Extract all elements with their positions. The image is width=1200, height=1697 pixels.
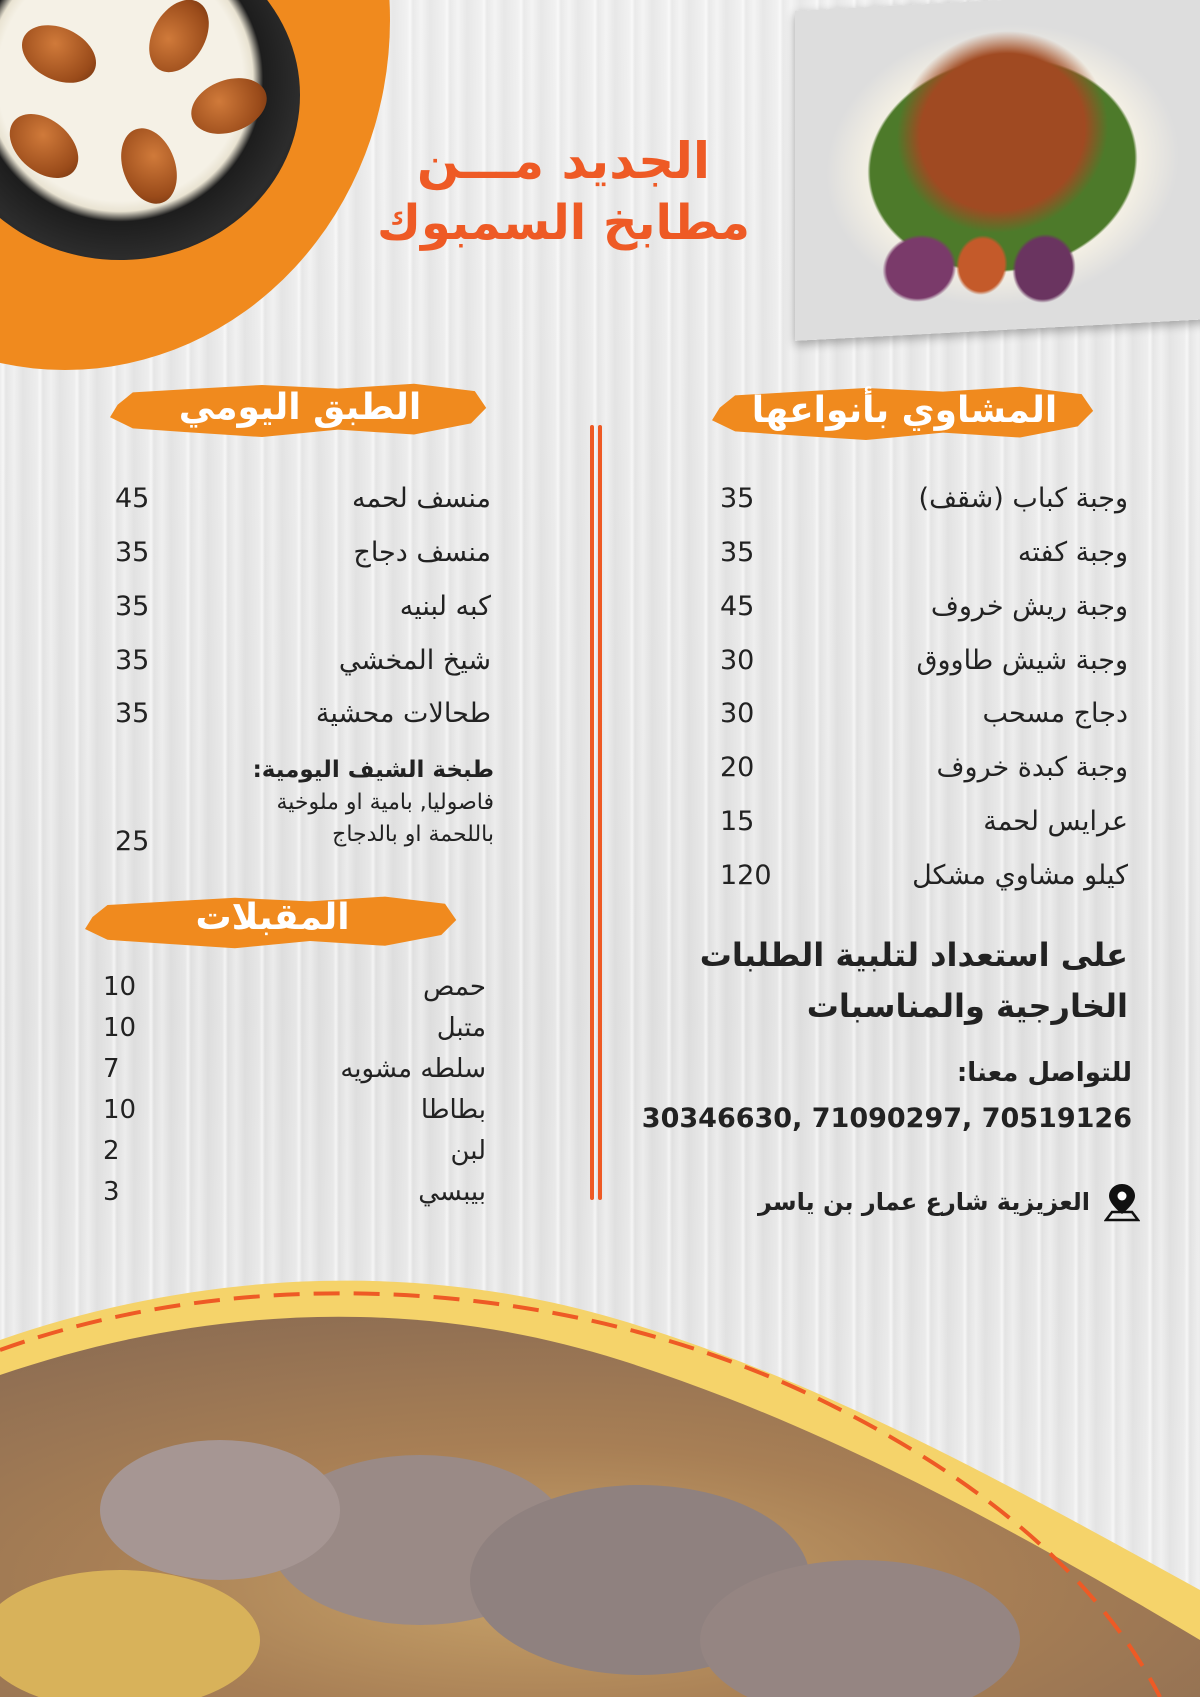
item-price: 35 [720, 483, 755, 514]
menu-item [115, 698, 491, 729]
item-price: 10 [103, 972, 137, 1002]
menu-item [115, 591, 491, 622]
item-price: 30 [720, 698, 755, 729]
headline-line1: الجديد مـــن [416, 132, 711, 190]
menu-item [720, 752, 1128, 783]
menu-item [103, 1177, 486, 1207]
item-price: 45 [115, 483, 150, 514]
menu-item [720, 806, 1128, 837]
item-name: شيخ المخشي [338, 645, 491, 676]
item-price: 45 [720, 591, 755, 622]
chef-title: طبخة الشيف اليومية: [252, 757, 494, 783]
grill-platter-photo [795, 0, 1200, 341]
menu-item [103, 972, 486, 1002]
item-name: حمص [423, 972, 486, 1002]
catering-line2: الخارجية والمناسبات [806, 987, 1128, 1026]
item-price: 10 [103, 1013, 137, 1043]
chef-line1: فاصوليا, بامية او ملوخية [276, 790, 494, 816]
chef-line2: باللحمة او بالدجاج [332, 822, 494, 848]
item-name: بيبسي [418, 1177, 486, 1207]
item-price: 35 [115, 645, 150, 676]
menu-item [720, 860, 1128, 891]
headline-line2: مطابخ السمبوك [376, 194, 750, 251]
item-name: وجبة شيش طاووق [916, 645, 1128, 676]
menu-item [115, 537, 491, 568]
item-name: متبل [436, 1013, 486, 1043]
address-text: العزيزية شارع عمار بن ياسر [758, 1188, 1090, 1216]
chef-price: 25 [115, 826, 150, 857]
menu-item [720, 537, 1128, 568]
item-name: وجبة كبدة خروف [936, 752, 1128, 783]
menu-item [115, 483, 491, 514]
contact-title: للتواصل معنا: [956, 1058, 1132, 1088]
item-name: طحالات محشية [315, 698, 491, 729]
item-price: 20 [720, 752, 755, 783]
item-name: كبه لبنيه [399, 591, 491, 622]
column-divider [590, 425, 602, 1200]
item-name: عرايس لحمة [983, 806, 1128, 837]
appetizers-title: المقبلات [195, 897, 350, 938]
mansaf-photo-banner [0, 1280, 1200, 1697]
item-name: وجبة كفته [1017, 537, 1128, 568]
item-name: دجاج مسحب [982, 698, 1128, 729]
item-price: 35 [115, 591, 150, 622]
menu-item [103, 1095, 486, 1125]
item-price: 10 [103, 1095, 137, 1125]
grills-title: المشاوي بأنواعها [751, 390, 1058, 431]
catering-line1: على استعداد لتلبية الطلبات [699, 936, 1128, 974]
item-price: 15 [720, 806, 755, 837]
menu-item [720, 645, 1128, 676]
item-price: 35 [720, 537, 755, 568]
menu-item [720, 591, 1128, 622]
address [758, 1182, 1140, 1222]
headline [377, 130, 750, 253]
item-price: 120 [720, 860, 772, 891]
item-price: 35 [115, 698, 150, 729]
daily-title: الطبق اليومي [178, 387, 422, 428]
chef-daily-dish [224, 754, 494, 851]
item-price: 7 [103, 1054, 120, 1084]
item-name: لبن [450, 1136, 486, 1166]
item-name: منسف دجاج [353, 537, 491, 568]
item-price: 30 [720, 645, 755, 676]
item-name: كيلو مشاوي مشكل [912, 860, 1128, 891]
menu-item [115, 645, 491, 676]
item-name: منسف لحمه [352, 483, 491, 514]
menu-item [103, 1054, 486, 1084]
map-pin-icon [1104, 1182, 1140, 1222]
item-price: 35 [115, 537, 150, 568]
item-name: وجبة كباب (شقف) [918, 483, 1128, 514]
menu-item [720, 698, 1128, 729]
item-price: 3 [103, 1177, 120, 1207]
item-name: وجبة ريش خروف [930, 591, 1128, 622]
menu-item [720, 483, 1128, 514]
menu-item [103, 1013, 486, 1043]
catering-note [608, 930, 1128, 1032]
item-name: سلطه مشويه [340, 1054, 486, 1084]
item-name: بطاطا [420, 1095, 486, 1125]
menu-item [103, 1136, 486, 1166]
phone-numbers: 30346630, 71090297, 70519126 [641, 1103, 1132, 1134]
item-price: 2 [103, 1136, 120, 1166]
